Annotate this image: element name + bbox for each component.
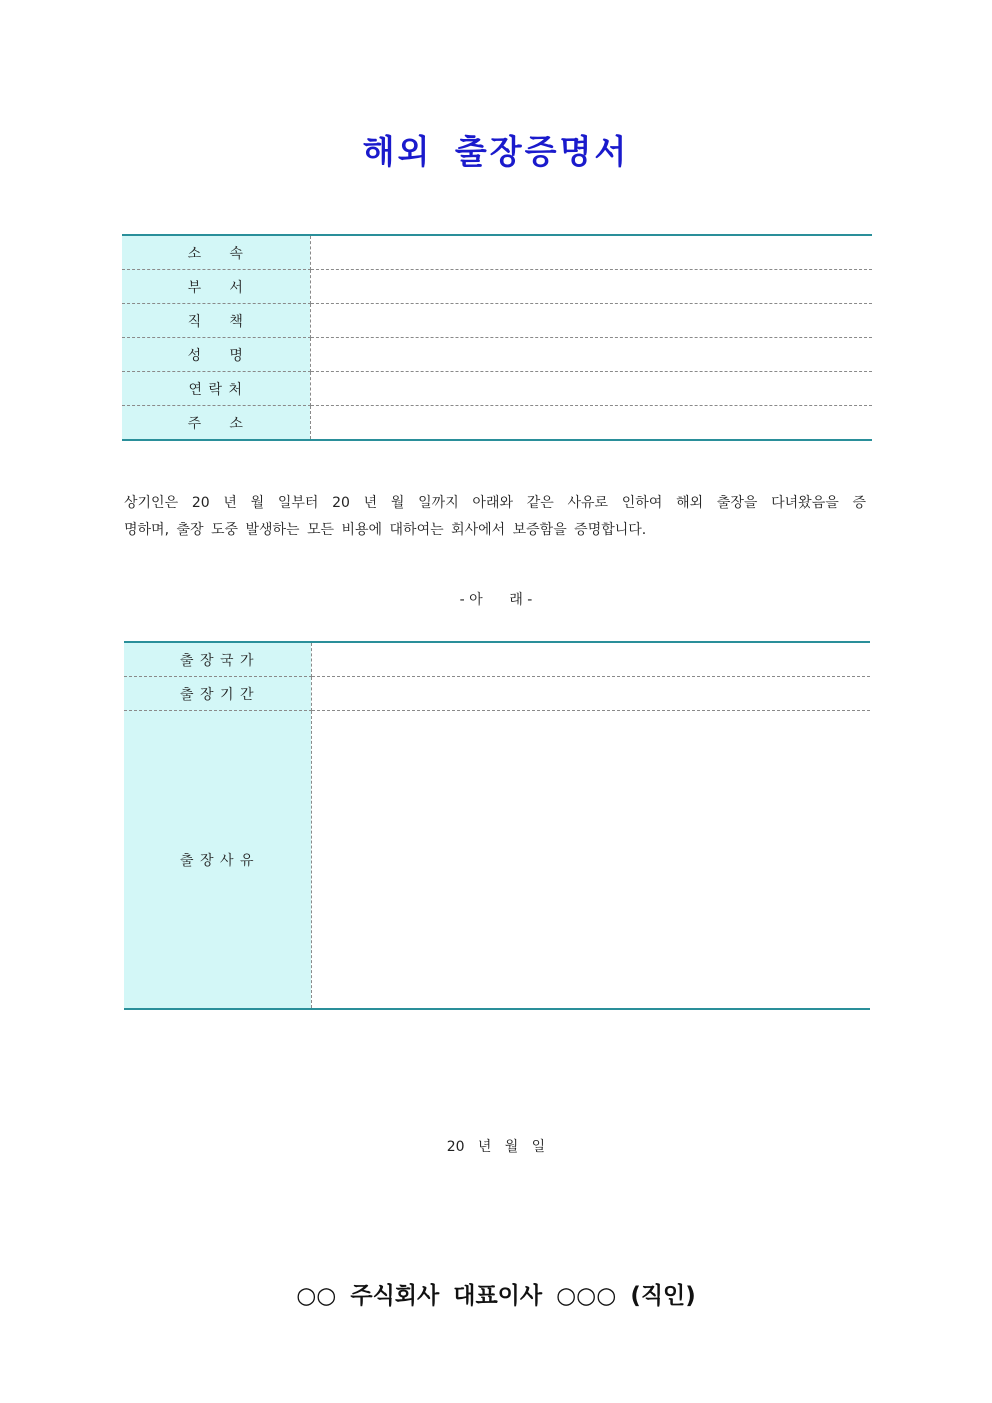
statement-line-2: 명하며, 출장 도중 발생하는 모든 비용에 대하여는 회사에서 보증함을 증명합니다.	[124, 522, 647, 538]
company-signature: ○○ 주식회사 대표이사 ○○○ (직인)	[296, 1283, 696, 1309]
name-label: 성 명	[187, 347, 244, 364]
position-label: 직 책	[187, 313, 244, 330]
department-label: 부 서	[187, 279, 244, 296]
affiliation-label: 소 속	[187, 245, 244, 262]
certification-statement	[124, 490, 866, 544]
annex-heading: - 아 래 -	[459, 592, 533, 608]
contact-row	[122, 372, 872, 406]
trip-reason-row	[124, 711, 870, 1010]
address-field[interactable]	[310, 406, 872, 441]
document-title: 해외 출장증명서	[362, 132, 630, 171]
affiliation-field[interactable]	[310, 235, 872, 270]
trip-period-row	[124, 677, 870, 711]
trip-country-field[interactable]	[311, 642, 870, 677]
position-row	[122, 304, 872, 338]
issue-date: 20 년 월 일	[446, 1139, 546, 1155]
address-label: 주 소	[187, 415, 244, 432]
trip-info-table	[124, 641, 870, 1010]
trip-period-field[interactable]	[311, 677, 870, 711]
address-row	[122, 406, 872, 441]
department-field[interactable]	[310, 270, 872, 304]
contact-label: 연 락 처	[188, 381, 243, 398]
department-row	[122, 270, 872, 304]
personal-info-table	[122, 234, 872, 441]
trip-country-label: 출 장 국 가	[180, 652, 255, 669]
trip-period-label: 출 장 기 간	[180, 686, 255, 703]
name-row	[122, 338, 872, 372]
trip-country-row	[124, 642, 870, 677]
trip-reason-field[interactable]	[311, 711, 870, 1010]
affiliation-row	[122, 235, 872, 270]
statement-line-1: 상기인은 20 년 월 일부터 20 년 월 일까지 아래와 같은 사유로 인하여 해외 출장을 다녀왔음을 증	[124, 495, 866, 511]
name-field[interactable]	[310, 338, 872, 372]
contact-field[interactable]	[310, 372, 872, 406]
trip-reason-label: 출 장 사 유	[180, 852, 255, 869]
position-field[interactable]	[310, 304, 872, 338]
